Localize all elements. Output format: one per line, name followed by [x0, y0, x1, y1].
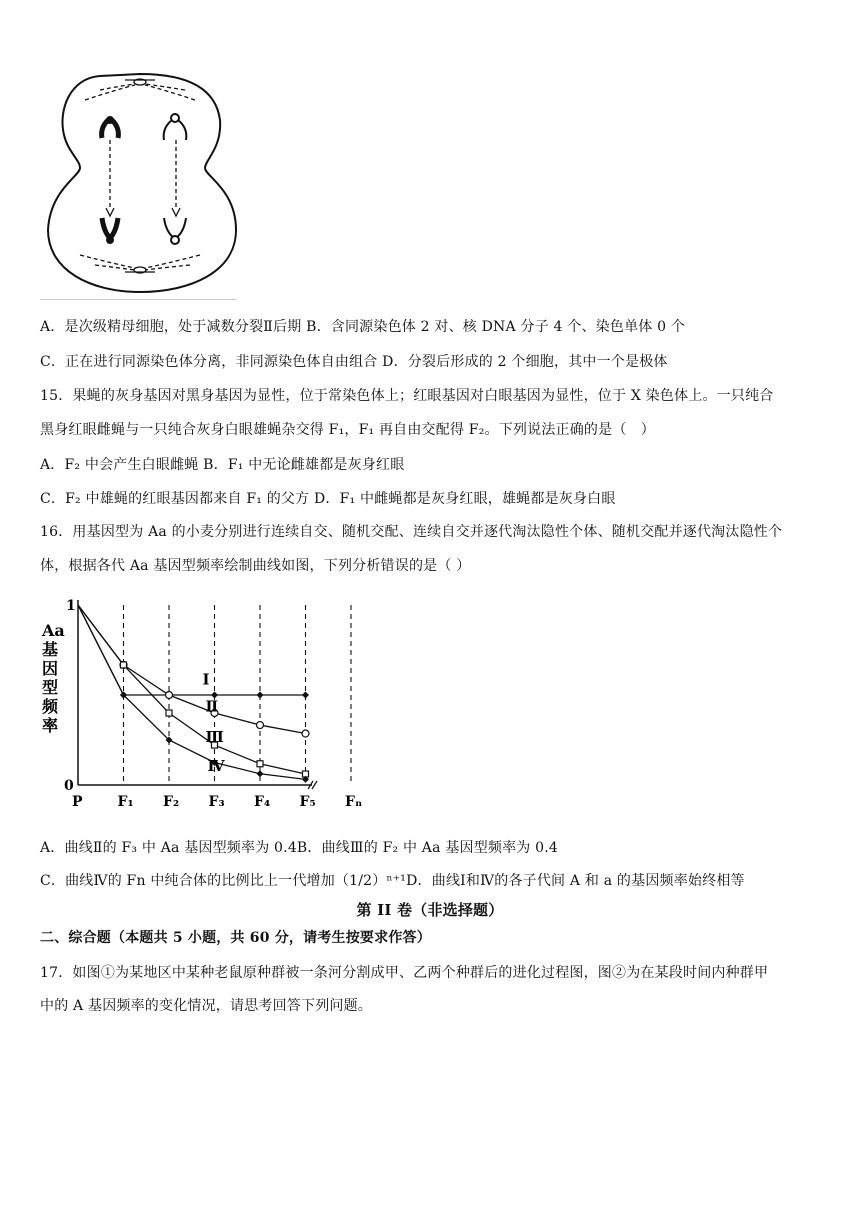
series-line	[78, 605, 306, 734]
x-tick-label: F₂	[163, 794, 180, 810]
y-tick-label: 1	[66, 598, 76, 614]
q16-stem-1: 16．用基因型为 Aa 的小麦分别进行连续自交、随机交配、连续自交并逐代淘汰隐性个体、随机交配并逐代淘汰隐性个	[40, 524, 783, 540]
series-line	[78, 605, 306, 779]
series-line	[78, 605, 306, 774]
y-axis-label: 基	[42, 640, 59, 659]
data-point	[166, 692, 173, 699]
y-axis-label: 型	[42, 678, 59, 697]
cell-division-figure	[40, 60, 240, 300]
x-tick-label: P	[72, 794, 83, 810]
q17-stem-2: 中的 A 基因频率的变化情况，请思考回答下列问题。	[40, 998, 373, 1014]
x-tick-label: F₄	[254, 794, 271, 810]
data-point	[166, 710, 172, 716]
q14-options-ab: A．是次级精母细胞，处于减数分裂Ⅱ后期 B．含同源染色体 2 对、核 DNA 分子 4 个、染色单体 0 个	[40, 319, 686, 335]
q17-stem-1: 17．如图①为某地区中某种老鼠原种群被一条河分割成甲、乙两个种群后的进化过程图，图②为在某段时间内种群甲	[40, 965, 769, 981]
x-tick-label: F₅	[299, 794, 316, 810]
q16-stem-2: 体，根据各代 Aa 基因型频率绘制曲线如图，下列分析错误的是（ ）	[40, 558, 471, 574]
x-tick-label: Fₙ	[345, 794, 363, 810]
series-label: Ⅱ	[205, 697, 219, 716]
figure-divider	[40, 299, 236, 300]
q15-stem-2: 黑身红眼雌蝇与一只纯合灰身白眼雄蝇杂交得 F₁，F₁ 再自由交配得 F₂。下列说法正确的是（ ）	[40, 422, 655, 438]
q16-options-cd: C．曲线Ⅳ的 Fn 中纯合体的比例比上一代增加（1/2）ⁿ⁺¹D．曲线Ⅰ和Ⅳ的各子代间 A 和 a 的基因频率始终相等	[40, 873, 745, 889]
data-point	[121, 662, 127, 668]
y-axis-label: Aa	[42, 621, 65, 640]
q15-options-cd: C．F₂ 中雄蝇的红眼基因都来自 F₁ 的父方 D．F₁ 中雌蝇都是灰身红眼，雄蝇都是灰身白眼	[40, 491, 616, 507]
data-point	[257, 722, 264, 729]
y-axis-label: 率	[42, 716, 59, 735]
x-tick-label: F₃	[208, 794, 225, 810]
series-label: Ⅰ	[202, 670, 210, 689]
q16-options-ab: A．曲线Ⅱ的 F₃ 中 Aa 基因型频率为 0.4B．曲线Ⅲ的 F₂ 中 Aa 基因型频率为 0.4	[40, 840, 559, 856]
y-axis-label: 频	[42, 697, 59, 716]
data-point	[257, 761, 263, 767]
series-label: Ⅳ	[207, 757, 225, 775]
data-point	[302, 692, 309, 699]
series-label: Ⅲ	[205, 728, 224, 747]
q15-options-ab: A．F₂ 中会产生白眼雌蝇 B．F₁ 中无论雌雄都是灰身红眼	[40, 457, 405, 473]
aa-frequency-chart	[40, 590, 370, 820]
q15-stem-1: 15．果蝇的灰身基因对黑身基因为显性，位于常染色体上；红眼基因对白眼基因为显性，位于 X 染色体上。一只纯合	[40, 388, 774, 404]
chart-labels	[41, 598, 362, 810]
y-axis-label: 因	[42, 659, 59, 678]
data-point	[302, 730, 309, 737]
y-tick-label: 0	[64, 778, 74, 794]
data-point	[257, 692, 264, 699]
x-tick-label: F₁	[117, 794, 134, 810]
data-point	[257, 770, 264, 777]
volume-title: 第 II 卷（非选择题）	[356, 901, 504, 919]
chart-series-layer	[78, 605, 309, 783]
section-heading: 二、综合题（本题共 5 小题，共 60 分，请考生按要求作答）	[40, 930, 431, 946]
q14-options-cd: C．正在进行同源染色体分离，非同源染色体自由组合 D．分裂后形成的 2 个细胞，其中一个是极体	[40, 354, 668, 370]
